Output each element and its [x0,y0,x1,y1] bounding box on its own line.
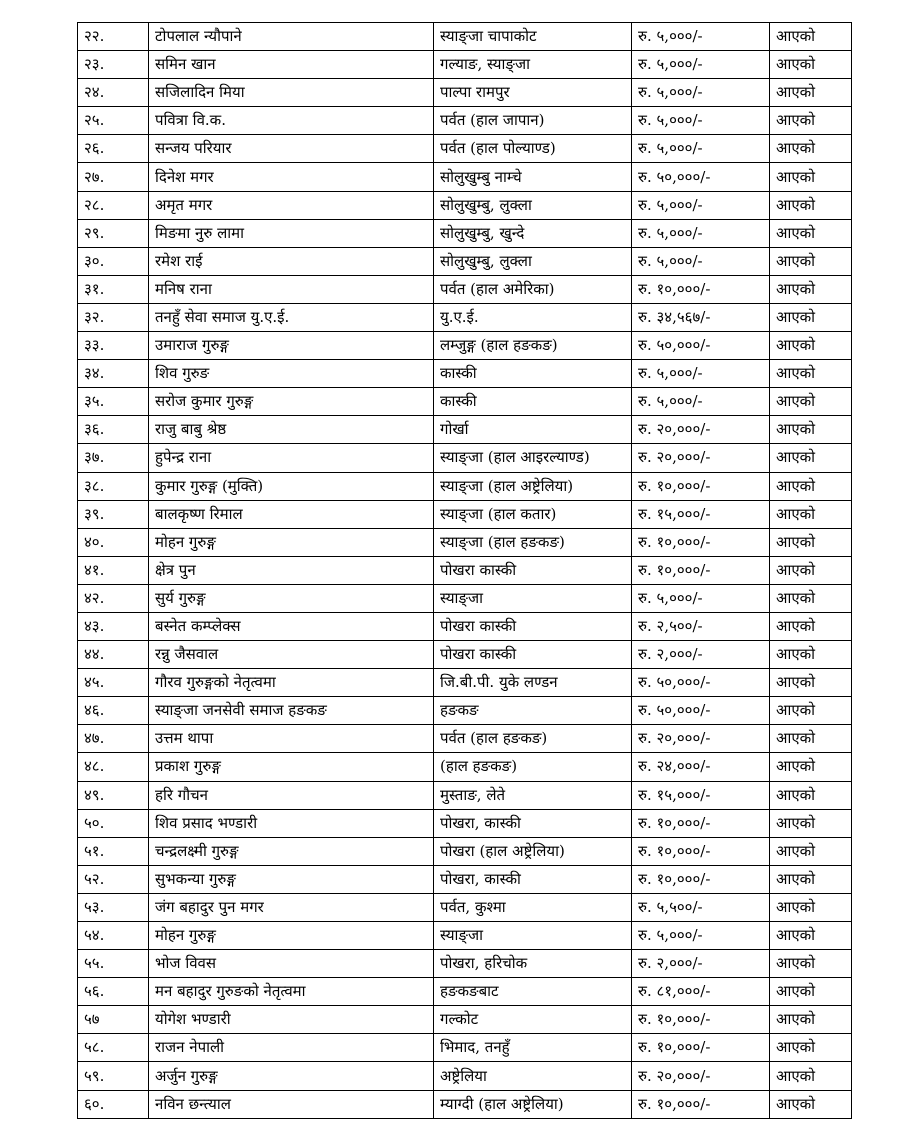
table-row [78,669,852,697]
status-cell: आएको [770,837,852,865]
serial-number-cell: ४९. [78,781,149,809]
amount-cell: रु. ५,०००/- [632,51,770,79]
status-cell: आएको [770,893,852,921]
address-cell: स्याङ्जा (हाल अष्ट्रेलिया) [434,472,632,500]
status-cell: आएको [770,332,852,360]
serial-number-cell: ३४. [78,360,149,388]
serial-number-cell: ४३. [78,612,149,640]
donor-name-cell: सरोज कुमार गुरुङ्ग [149,388,434,416]
amount-cell: रु. ५०,०००/- [632,332,770,360]
table-row [78,472,852,500]
address-cell: सोलुखुम्बु, लुक्ला [434,247,632,275]
donor-name-cell: अमृत मगर [149,191,434,219]
table-row [78,388,852,416]
status-cell: आएको [770,500,852,528]
document-page [77,22,830,1119]
address-cell: स्याङ्जा [434,584,632,612]
serial-number-cell: ४४. [78,641,149,669]
address-cell: (हाल हङकङ) [434,753,632,781]
status-cell: आएको [770,247,852,275]
status-cell: आएको [770,1034,852,1062]
address-cell: पर्वत (हाल जापान) [434,107,632,135]
table-row [78,865,852,893]
address-cell: पर्वत, कुश्मा [434,893,632,921]
serial-number-cell: ५३. [78,893,149,921]
status-cell: आएको [770,219,852,247]
address-cell: पाल्पा रामपुर [434,79,632,107]
serial-number-cell: ४२. [78,584,149,612]
donor-name-cell: गौरव गुरुङ्गको नेतृत्वमा [149,669,434,697]
table-row [78,79,852,107]
address-cell: पोखरा कास्की [434,641,632,669]
donor-name-cell: शिव गुरुङ [149,360,434,388]
address-cell: भिमाद, तनहुँ [434,1034,632,1062]
address-cell: म्याग्दी (हाल अष्ट्रेलिया) [434,1090,632,1118]
table-row [78,163,852,191]
donor-name-cell: मोहन गुरुङ्ग [149,922,434,950]
donor-name-cell: राजन नेपाली [149,1034,434,1062]
serial-number-cell: २६. [78,135,149,163]
serial-number-cell: ३८. [78,472,149,500]
donor-name-cell: जंग बहादुर पुन मगर [149,893,434,921]
table-row [78,809,852,837]
serial-number-cell: ४८. [78,753,149,781]
status-cell: आएको [770,725,852,753]
table-row [78,950,852,978]
donor-name-cell: कुमार गुरुङ्ग (मुक्ति) [149,472,434,500]
status-cell: आएको [770,444,852,472]
donor-name-cell: बस्नेत कम्प्लेक्स [149,612,434,640]
table-row [78,528,852,556]
table-row [78,697,852,725]
amount-cell: रु. १०,०००/- [632,1006,770,1034]
donor-name-cell: पवित्रा वि.क. [149,107,434,135]
address-cell: सोलुखुम्बु, लुक्ला [434,191,632,219]
table-row [78,725,852,753]
donor-name-cell: उमाराज गुरुङ्ग [149,332,434,360]
table-row [78,107,852,135]
donor-name-cell: चन्द्रलक्ष्मी गुरुङ्ग [149,837,434,865]
amount-cell: रु. १५,०००/- [632,500,770,528]
address-cell: गल्कोट [434,1006,632,1034]
status-cell: आएको [770,107,852,135]
table-row [78,135,852,163]
status-cell: आएको [770,865,852,893]
amount-cell: रु. २४,०००/- [632,753,770,781]
amount-cell: रु. १०,०००/- [632,528,770,556]
address-cell: पोखरा, कास्की [434,809,632,837]
address-cell: पर्वत (हाल अमेरिका) [434,275,632,303]
amount-cell: रु. ५,०००/- [632,584,770,612]
serial-number-cell: ४०. [78,528,149,556]
table-row [78,781,852,809]
status-cell: आएको [770,23,852,51]
amount-cell: रु. १०,०००/- [632,275,770,303]
table-row [78,837,852,865]
donor-name-cell: स्याङ्जा जनसेवी समाज हङकङ [149,697,434,725]
address-cell: पोखरा, कास्की [434,865,632,893]
serial-number-cell: २४. [78,79,149,107]
serial-number-cell: ५५. [78,950,149,978]
donor-name-cell: मोहन गुरुङ्ग [149,528,434,556]
donor-name-cell: सन्जय परियार [149,135,434,163]
address-cell: हङकङ [434,697,632,725]
table-row [78,584,852,612]
amount-cell: रु. ५,०००/- [632,360,770,388]
donor-name-cell: क्षेत्र पुन [149,556,434,584]
table-row [78,556,852,584]
status-cell: आएको [770,753,852,781]
address-cell: पर्वत (हाल पोल्याण्ड) [434,135,632,163]
status-cell: आएको [770,360,852,388]
address-cell: पोखरा, हरिचोक [434,950,632,978]
serial-number-cell: २८. [78,191,149,219]
amount-cell: रु. ५,०००/- [632,135,770,163]
address-cell: स्याङ्जा (हाल आइरल्याण्ड) [434,444,632,472]
status-cell: आएको [770,697,852,725]
amount-cell: रु. २,०००/- [632,950,770,978]
serial-number-cell: ५७ [78,1006,149,1034]
table-row [78,500,852,528]
donor-name-cell: रन्नु जैसवाल [149,641,434,669]
serial-number-cell: ५८. [78,1034,149,1062]
donor-name-cell: नविन छन्त्याल [149,1090,434,1118]
status-cell: आएको [770,191,852,219]
serial-number-cell: ४५. [78,669,149,697]
table-row [78,1090,852,1118]
amount-cell: रु. ५,०००/- [632,922,770,950]
serial-number-cell: ३७. [78,444,149,472]
donor-name-cell: मनिष राना [149,275,434,303]
donor-name-cell: शिव प्रसाद भण्डारी [149,809,434,837]
donor-table [77,22,852,1119]
serial-number-cell: ५०. [78,809,149,837]
donor-name-cell: बालकृष्ण रिमाल [149,500,434,528]
status-cell: आएको [770,809,852,837]
donor-name-cell: दिनेश मगर [149,163,434,191]
address-cell: कास्की [434,360,632,388]
amount-cell: रु. ५,०००/- [632,388,770,416]
status-cell: आएको [770,472,852,500]
status-cell: आएको [770,1006,852,1034]
status-cell: आएको [770,1090,852,1118]
amount-cell: रु. २०,०००/- [632,725,770,753]
amount-cell: रु. १०,०००/- [632,809,770,837]
amount-cell: रु. १०,०००/- [632,837,770,865]
amount-cell: रु. २,५००/- [632,612,770,640]
amount-cell: रु. १०,०००/- [632,865,770,893]
donor-name-cell: योगेश भण्डारी [149,1006,434,1034]
amount-cell: रु. २०,०००/- [632,444,770,472]
status-cell: आएको [770,922,852,950]
serial-number-cell: ३१. [78,275,149,303]
address-cell: स्याङ्जा चापाकोट [434,23,632,51]
serial-number-cell: ५४. [78,922,149,950]
amount-cell: रु. १०,०००/- [632,1034,770,1062]
status-cell: आएको [770,556,852,584]
donor-name-cell: मन बहादुर गुरुङको नेतृत्वमा [149,978,434,1006]
address-cell: जि.बी.पी. युके लण्डन [434,669,632,697]
table-row [78,219,852,247]
serial-number-cell: ३६. [78,416,149,444]
table-row [78,416,852,444]
table-row [78,191,852,219]
address-cell: कास्की [434,388,632,416]
amount-cell: रु. ५,५००/- [632,893,770,921]
status-cell: आएको [770,303,852,331]
address-cell: स्याङ्जा (हाल कतार) [434,500,632,528]
amount-cell: रु. १०,०००/- [632,1090,770,1118]
status-cell: आएको [770,416,852,444]
table-row [78,360,852,388]
table-row [78,23,852,51]
amount-cell: रु. २०,०००/- [632,1062,770,1090]
status-cell: आएको [770,275,852,303]
status-cell: आएको [770,163,852,191]
donor-name-cell: तनहुँ सेवा समाज यु.ए.ई. [149,303,434,331]
serial-number-cell: ४७. [78,725,149,753]
serial-number-cell: २५. [78,107,149,135]
serial-number-cell: ५१. [78,837,149,865]
status-cell: आएको [770,528,852,556]
donor-name-cell: राजु बाबु श्रेष्ठ [149,416,434,444]
amount-cell: रु. ८१,०००/- [632,978,770,1006]
serial-number-cell: ६०. [78,1090,149,1118]
status-cell: आएको [770,612,852,640]
table-row [78,922,852,950]
donor-name-cell: हुपेन्द्र राना [149,444,434,472]
serial-number-cell: ४६. [78,697,149,725]
serial-number-cell: ३२. [78,303,149,331]
amount-cell: रु. १०,०००/- [632,472,770,500]
address-cell: पोखरा कास्की [434,556,632,584]
table-row [78,893,852,921]
amount-cell: रु. ५,०००/- [632,191,770,219]
amount-cell: रु. ५,०००/- [632,79,770,107]
donor-name-cell: उत्तम थापा [149,725,434,753]
amount-cell: रु. ३४,५६७/- [632,303,770,331]
serial-number-cell: २७. [78,163,149,191]
donor-name-cell: मिङमा नुरु लामा [149,219,434,247]
table-row [78,332,852,360]
donor-name-cell: भोज विवस [149,950,434,978]
table-row [78,978,852,1006]
address-cell: गोर्खा [434,416,632,444]
status-cell: आएको [770,978,852,1006]
table-row [78,303,852,331]
status-cell: आएको [770,641,852,669]
address-cell: सोलुखुम्बु, खुन्दे [434,219,632,247]
status-cell: आएको [770,388,852,416]
serial-number-cell: २२. [78,23,149,51]
table-row [78,1034,852,1062]
status-cell: आएको [770,79,852,107]
address-cell: यु.ए.ई. [434,303,632,331]
status-cell: आएको [770,781,852,809]
amount-cell: रु. २०,०००/- [632,416,770,444]
amount-cell: रु. १०,०००/- [632,556,770,584]
status-cell: आएको [770,950,852,978]
status-cell: आएको [770,584,852,612]
serial-number-cell: ३३. [78,332,149,360]
table-row [78,247,852,275]
table-row [78,1062,852,1090]
serial-number-cell: ५६. [78,978,149,1006]
address-cell: मुस्ताङ, लेते [434,781,632,809]
address-cell: स्याङ्जा [434,922,632,950]
donor-name-cell: टोपलाल न्यौपाने [149,23,434,51]
address-cell: लम्जुङ्ग (हाल हङकङ) [434,332,632,360]
serial-number-cell: ३५. [78,388,149,416]
serial-number-cell: ५२. [78,865,149,893]
address-cell: पोखरा कास्की [434,612,632,640]
donor-name-cell: हरि गौचन [149,781,434,809]
status-cell: आएको [770,135,852,163]
amount-cell: रु. ५,०००/- [632,247,770,275]
address-cell: पोखरा (हाल अष्ट्रेलिया) [434,837,632,865]
amount-cell: रु. ५,०००/- [632,219,770,247]
address-cell: पर्वत (हाल हङकङ) [434,725,632,753]
donor-name-cell: अर्जुन गुरुङ्ग [149,1062,434,1090]
amount-cell: रु. ५०,०००/- [632,697,770,725]
table-row [78,641,852,669]
status-cell: आएको [770,51,852,79]
address-cell: गल्याङ, स्याङ्जा [434,51,632,79]
status-cell: आएको [770,669,852,697]
address-cell: अष्ट्रेलिया [434,1062,632,1090]
donor-table-body [78,23,852,1119]
amount-cell: रु. ५०,०००/- [632,669,770,697]
donor-name-cell: सुभकन्या गुरुङ्ग [149,865,434,893]
amount-cell: रु. १५,०००/- [632,781,770,809]
amount-cell: रु. २,०००/- [632,641,770,669]
donor-name-cell: सुर्य गुरुङ्ग [149,584,434,612]
serial-number-cell: २९. [78,219,149,247]
amount-cell: रु. ५०,०००/- [632,163,770,191]
address-cell: स्याङ्जा (हाल हङकङ) [434,528,632,556]
table-row [78,275,852,303]
donor-name-cell: रमेश राई [149,247,434,275]
donor-name-cell: प्रकाश गुरुङ्ग [149,753,434,781]
table-row [78,753,852,781]
donor-name-cell: समिन खान [149,51,434,79]
table-row [78,51,852,79]
amount-cell: रु. ५,०००/- [632,107,770,135]
serial-number-cell: ३९. [78,500,149,528]
amount-cell: रु. ५,०००/- [632,23,770,51]
address-cell: हङकङबाट [434,978,632,1006]
status-cell: आएको [770,1062,852,1090]
serial-number-cell: ५९. [78,1062,149,1090]
table-row [78,444,852,472]
address-cell: सोलुखुम्बु नाम्चे [434,163,632,191]
table-row [78,1006,852,1034]
serial-number-cell: ४१. [78,556,149,584]
serial-number-cell: ३०. [78,247,149,275]
table-row [78,612,852,640]
donor-name-cell: सजिलादिन मिया [149,79,434,107]
serial-number-cell: २३. [78,51,149,79]
